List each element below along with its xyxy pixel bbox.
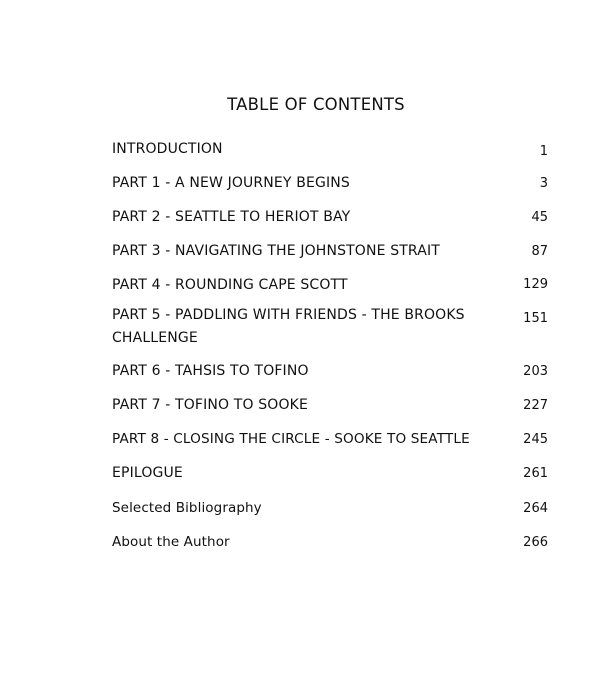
- toc-entry-page: 227: [523, 398, 548, 413]
- toc-entry-page: 266: [523, 535, 548, 550]
- toc-entry-page: 261: [523, 466, 548, 481]
- toc-entry-label: EPILOGUE: [112, 465, 183, 481]
- toc-entry-page: 1: [539, 144, 548, 159]
- toc-title: TABLE OF CONTENTS: [227, 95, 405, 114]
- toc-entry-page: 129: [523, 277, 548, 292]
- toc-entry-label: PART 8 - CLOSING THE CIRCLE - SOOKE TO SEATTLE: [112, 431, 470, 447]
- toc-entry-label: PART 6 - TAHSIS TO TOFINO: [112, 363, 309, 379]
- toc-entry-label: PART 1 - A NEW JOURNEY BEGINS: [112, 175, 350, 191]
- toc-entry-label: PART 7 - TOFINO TO SOOKE: [112, 397, 308, 413]
- toc-entry-label: PART 2 - SEATTLE TO HERIOT BAY: [112, 209, 351, 225]
- toc-entry-label: Selected Bibliography: [112, 500, 262, 516]
- toc-entry-label: INTRODUCTION: [112, 141, 223, 157]
- toc-entry-page: 45: [531, 210, 548, 225]
- toc-entry-label: About the Author: [112, 534, 230, 550]
- toc-entry-label: PART 5 - PADDLING WITH FRIENDS - THE BROOKS CHALLENGE: [112, 307, 465, 346]
- toc-entry-label: PART 3 - NAVIGATING THE JOHNSTONE STRAIT: [112, 243, 440, 259]
- toc-entry-page: 203: [523, 364, 548, 379]
- toc-entry-label: PART 4 - ROUNDING CAPE SCOTT: [112, 277, 348, 293]
- toc-entry-page: 264: [523, 501, 548, 516]
- toc-entry-page: 87: [531, 244, 548, 259]
- toc-entry-page: 245: [523, 432, 548, 447]
- toc-entry-page: 3: [539, 176, 548, 191]
- toc-entry-page: 151: [523, 311, 548, 326]
